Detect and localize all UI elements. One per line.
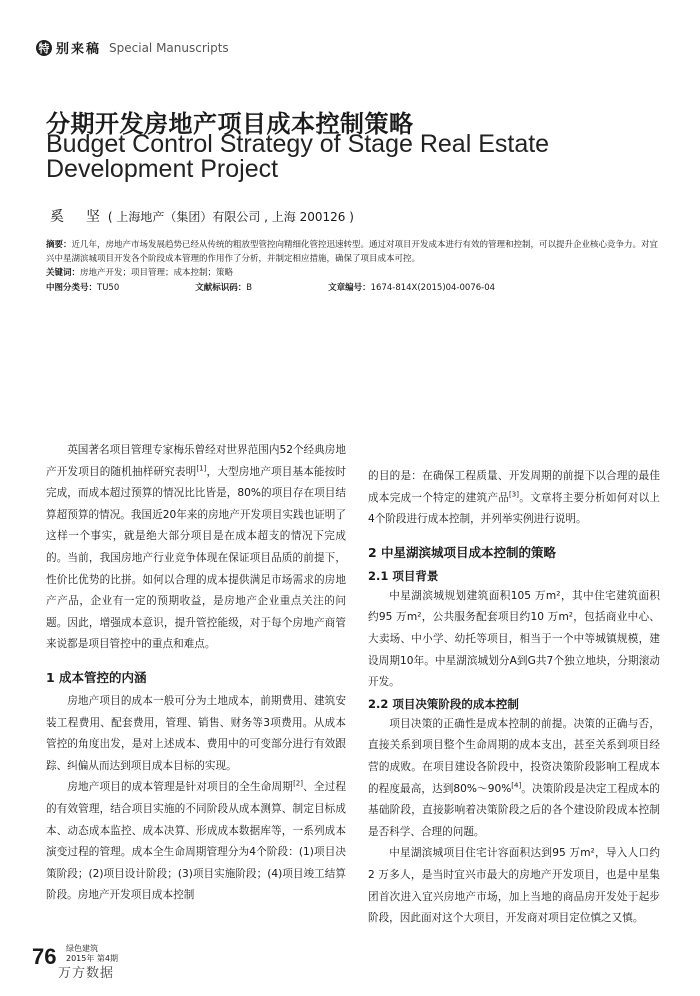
doc-code-value: B xyxy=(246,283,253,293)
section-heading: 1 成本管控的内涵 xyxy=(46,669,147,685)
author-affiliation: ( 上海地产（集团）有限公司 , 上海 200126 ) xyxy=(107,210,354,224)
journal-info xyxy=(66,944,118,964)
journal-issue: 2015年 第4期 xyxy=(66,954,118,963)
citation-ref: [2] xyxy=(293,779,303,788)
subsection-heading: 2.2 项目决策阶段的成本控制 xyxy=(368,696,519,711)
watermark: 万方数据 xyxy=(58,966,115,981)
column-badge: 特 xyxy=(36,40,52,56)
right-column xyxy=(368,466,660,930)
column-name-cn: 别来稿 xyxy=(56,42,102,57)
clc-label: 中图分类号： xyxy=(46,283,98,293)
abstract-label: 摘要： xyxy=(46,240,72,250)
subsection-heading: 2.1 项目背景 xyxy=(368,568,439,583)
page-number: 76 xyxy=(32,944,57,969)
author-line xyxy=(50,206,354,226)
article-title-en: Budget Control Strategy of Stage Real Estate Development Project xyxy=(46,130,550,183)
citation-ref: [4] xyxy=(511,781,522,789)
paragraph: 中星湖滨城规划建筑面积105 万m²，其中住宅建筑面积约95 万m²，公共服务配套项目约10 万m²，包括商业中心、大卖场、中小学、幼托等项目，相当于一个中等城镇规模，建设周期10年。中星湖滨城划分A到G共7个独立地块，分期滚动开发。 xyxy=(368,589,660,689)
clc-value: TU50 xyxy=(97,283,120,293)
article-number-label: 文章编号： xyxy=(328,283,371,293)
paragraph: 中星湖滨城项目住宅计容面积达到95 万m²，导入人口约2 万多人，是当时宜兴市最大的房地产开发项目，也是中星集团首次进入宜兴房地产市场，加上当地的商品房开发处于起步阶段，因此面对这个大项目，开发商对项目定位慎之又慎。 xyxy=(368,847,660,925)
citation-ref: [1] xyxy=(196,464,207,473)
article-number-value: 1674-814X(2015)04-0076-04 xyxy=(370,283,496,293)
keywords-label: 关键词： xyxy=(46,268,81,278)
journal-name: 绿色建筑 xyxy=(66,944,98,953)
left-column xyxy=(46,440,346,907)
keywords-text: 房地产开发；项目管理；成本控制；策略 xyxy=(80,268,234,278)
column-name-en: Special Manuscripts xyxy=(109,40,229,55)
author-name: 奚 坚 xyxy=(50,209,104,225)
abstract-text: 近几年，房地产市场发展趋势已经从传统的粗放型管控向精细化管控迅速转型。通过对项目开发成本进行有效的管理和控制，可以提升企业核心竞争力。对宜兴中星湖滨城项目开发各个阶段成本管理的作用作了分析，并制定相应措施，确保了项目成本可控。 xyxy=(46,240,659,264)
section-heading: 2 中星湖滨城项目成本控制的策略 xyxy=(368,544,557,560)
article-title-cn: 分期开发房地产项目成本控制策略 xyxy=(46,110,414,138)
citation-ref: [3] xyxy=(509,490,519,499)
classification-line xyxy=(46,281,660,295)
column-header xyxy=(36,38,229,57)
paragraph: 英国著名项目管理专家梅乐曾经对世界范围内52个经典房地产开发项目的随机抽样研究表明[1]，大型房地产项目基本能按时完成，而成本超过预算的情况比比皆是，80%的项目存在项目结算超预算的情况。我国近20年来的房地产开发项目实践也证明了这样一个事实，就是绝大部分项目是在成本超支的情况下完成的。当前，我国房地产行业竞争体现在保证项目品质的前提下，性价比优势的比拼。如何以合理的成本提供满足市场需求的房地产产品，企业有一定的预期收益，是房地产企业重点关注的问题。因此，增强成本意识，提升管控能级，对于每个房地产商管来说都是项目管控中的重点和难点。 xyxy=(46,444,347,651)
abstract xyxy=(46,238,660,266)
paragraph: 的目的是：在确保工程质量、开发周期的前提下以合理的最佳成本完成一个特定的建筑产品[3]。文章将主要分析如何对以上4个阶段进行成本控制，并列举实例进行说明。 xyxy=(368,470,661,526)
paragraph: 项目决策的正确性是成本控制的前提。决策的正确与否，直接关系到项目整个生命周期的成本支出，甚至关系到项目经营的成败。在项目建设各阶段中，投资决策阶段影响工程成本的程度最高，达到80%～90%[4]。决策阶段是决定工程成本的基础阶段，直接影响着决策阶段之后的各个建设阶段成本控制是否科学、合理的问题。 xyxy=(368,717,661,838)
doc-code-label: 文献标识码： xyxy=(195,283,247,293)
keywords xyxy=(46,266,660,280)
paragraph: 房地产项目的成本一般可分为土地成本，前期费用、建筑安装工程费用、配套费用，管理、销售、财务等3项费用。从成本管控的角度出发，是对上述成本、费用中的可变部分进行有效跟踪、纠偏从而达到项目成本目标的实现。 xyxy=(46,694,346,772)
paragraph: 房地产项目的成本管理是针对项目的全生命周期[2]、全过程的有效管理，结合项目实施的不同阶段从成本测算、制定目标成本、动态成本监控、成本决算、形成成本数据库等，一系列成本演变过程的管理。成本全生命周期管理分为4个阶段：(1)项目决策阶段；(2)项目设计阶段；(3)项目实施阶段；(4)项目竣工结算阶段。房地产开发项目成本控制 xyxy=(46,779,347,902)
